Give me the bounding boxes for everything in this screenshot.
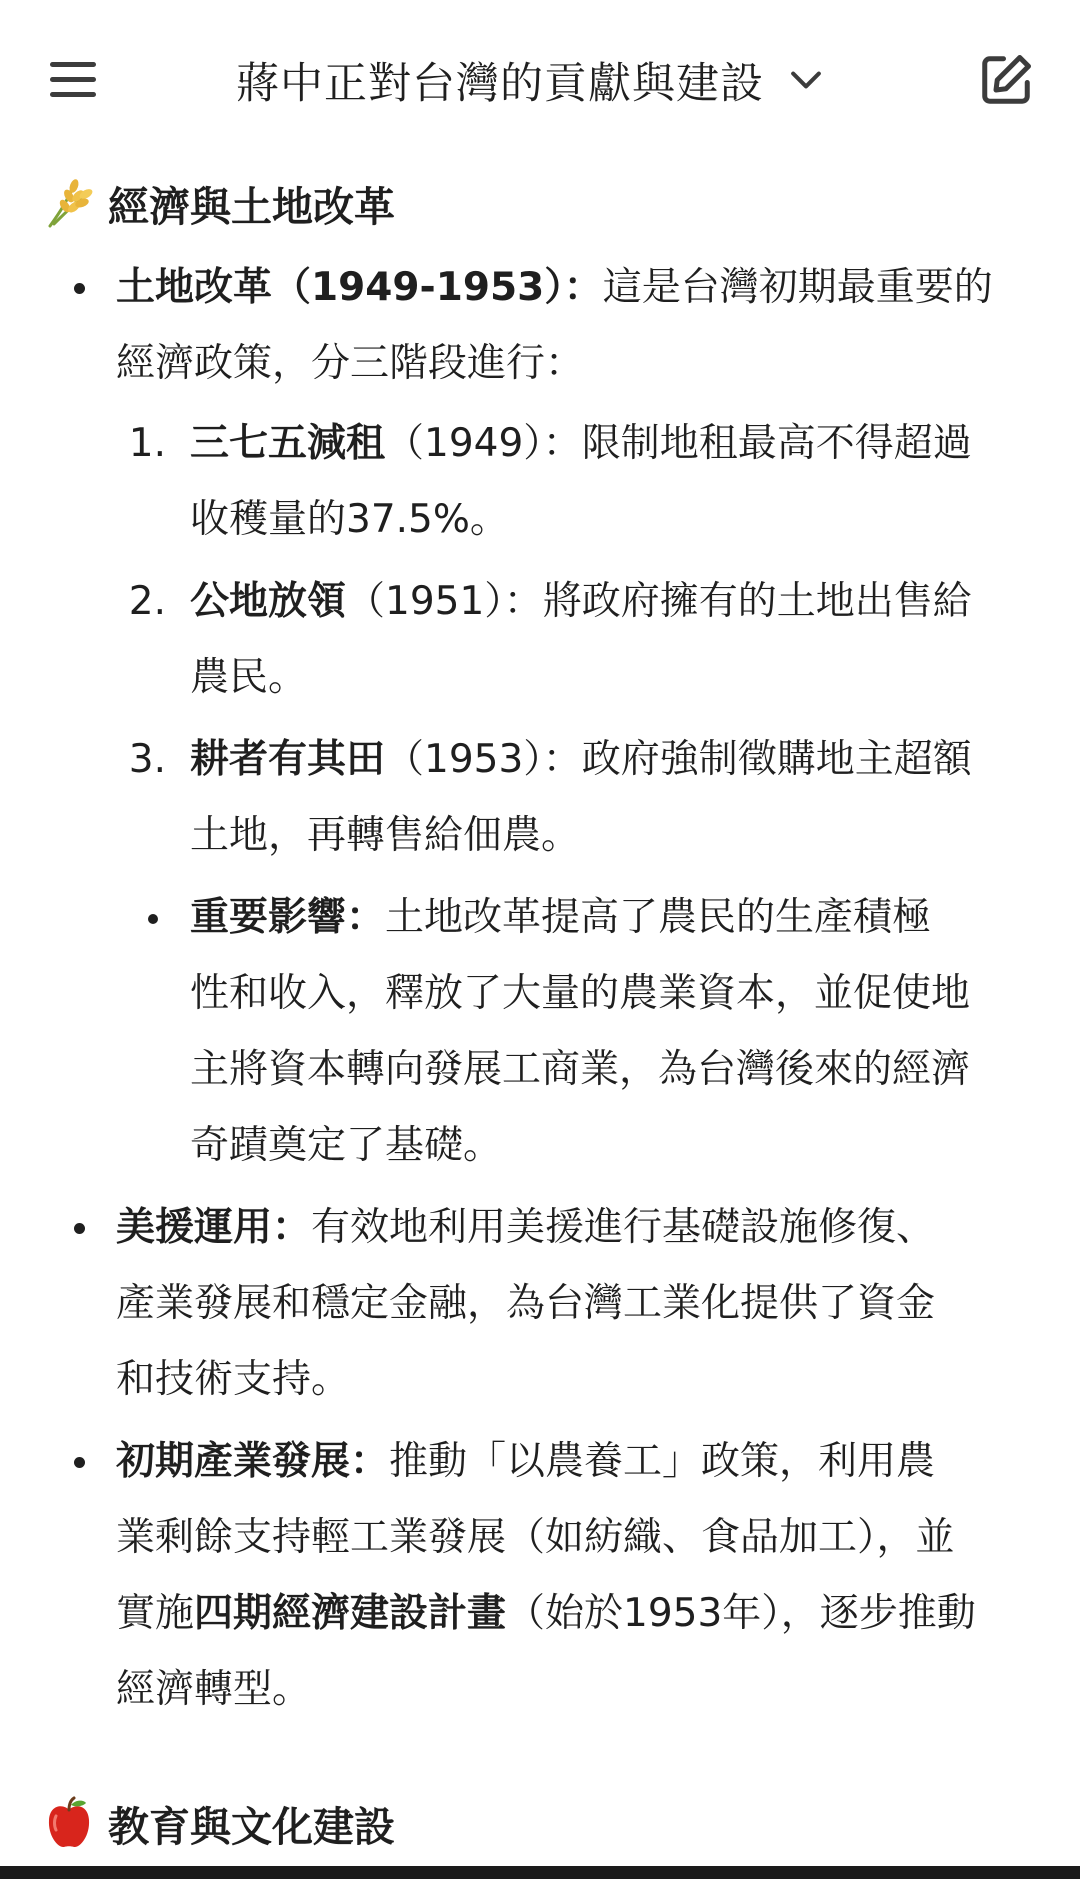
text-industry-line2: 業剩餘支持輕工業發展（如紡織、食品加工），並 — [116, 1515, 955, 1560]
list-item-step-1 — [190, 406, 972, 482]
bottom-edge-bar — [0, 1866, 1080, 1879]
text-land-reform-line2: 經濟政策，分三階段進行： — [116, 341, 585, 386]
section-heading-education — [44, 1788, 395, 1858]
text-step-3-line2: 土地，再轉售給佃農。 — [190, 813, 581, 858]
text-step-1-line1: （1949）：限制地租最高不得超過 — [385, 421, 972, 466]
conversation-title: 蔣中正對台灣的貢獻與建設 — [236, 58, 764, 109]
rice-sheaf-icon — [44, 176, 94, 230]
step-number-3: 3. — [128, 737, 166, 782]
label-impact: 重要影響： — [190, 895, 386, 940]
bullet-icon — [74, 283, 85, 294]
text-us-aid-line2: 產業發展和穩定金融，為台灣工業化提供了資金 — [116, 1281, 936, 1326]
text-impact-line1: 土地改革提高了農民的生產積極 — [385, 895, 932, 940]
text-step-3-line1: （1953）：政府強制徵購地主超額 — [385, 737, 972, 782]
text-us-aid-line1: 有效地利用美援進行基礎設施修復、 — [311, 1205, 936, 1250]
text-industry-line3-pre: 實施 — [116, 1591, 195, 1636]
text-impact-line2: 性和收入，釋放了大量的農業資本，並促使地 — [190, 971, 971, 1016]
conversation-title-dropdown[interactable] — [236, 44, 828, 116]
list-item-step-3 — [190, 722, 972, 798]
label-land-reform: 土地改革（1949-1953）： — [116, 265, 603, 310]
label-step-3: 耕者有其田 — [190, 737, 386, 782]
bullet-icon — [74, 1223, 85, 1234]
list-item-land-reform — [116, 250, 993, 326]
label-step-1: 三七五減租 — [190, 421, 386, 466]
label-step-2: 公地放領 — [190, 579, 347, 624]
text-step-2-line2: 農民。 — [190, 655, 308, 700]
sub-bullet-icon — [148, 914, 158, 924]
menu-icon[interactable] — [36, 50, 108, 110]
text-impact-line4: 奇蹟奠定了基礎。 — [190, 1123, 503, 1168]
list-item-industry — [116, 1424, 935, 1500]
text-us-aid-line3: 和技術支持。 — [116, 1357, 351, 1402]
list-item-us-aid — [116, 1190, 935, 1266]
list-item-impact — [190, 880, 931, 956]
red-apple-icon — [44, 1796, 94, 1850]
new-chat-edit-icon[interactable] — [976, 50, 1036, 110]
text-industry-line4: 經濟轉型。 — [116, 1667, 312, 1712]
text-industry-line3 — [116, 1576, 976, 1652]
section-heading-economy — [44, 168, 395, 238]
label-four-year-plans: 四期經濟建設計畫 — [194, 1591, 507, 1636]
text-impact-line3: 主將資本轉向發展工商業，為台灣後來的經濟 — [190, 1047, 971, 1092]
top-app-bar — [0, 0, 1080, 160]
text-industry-line1: 推動「以農養工」政策，利用農 — [389, 1439, 936, 1484]
chevron-down-icon — [784, 58, 828, 102]
step-number-2: 2. — [128, 579, 166, 624]
text-land-reform-line1: 這是台灣初期最重要的 — [602, 265, 993, 310]
section-title: 經濟與土地改革 — [108, 182, 395, 231]
list-item-step-2 — [190, 564, 972, 640]
label-industry: 初期產業發展： — [116, 1439, 390, 1484]
text-industry-line3-post: （始於1953年），逐步推動 — [506, 1591, 976, 1636]
text-step-1-line2: 收穫量的37.5%。 — [190, 497, 509, 542]
step-number-1: 1. — [128, 421, 166, 466]
text-step-2-line1: （1951）：將政府擁有的土地出售給 — [346, 579, 972, 624]
section-title: 教育與文化建設 — [108, 1802, 395, 1851]
label-us-aid: 美援運用： — [116, 1205, 312, 1250]
bullet-icon — [74, 1457, 85, 1468]
